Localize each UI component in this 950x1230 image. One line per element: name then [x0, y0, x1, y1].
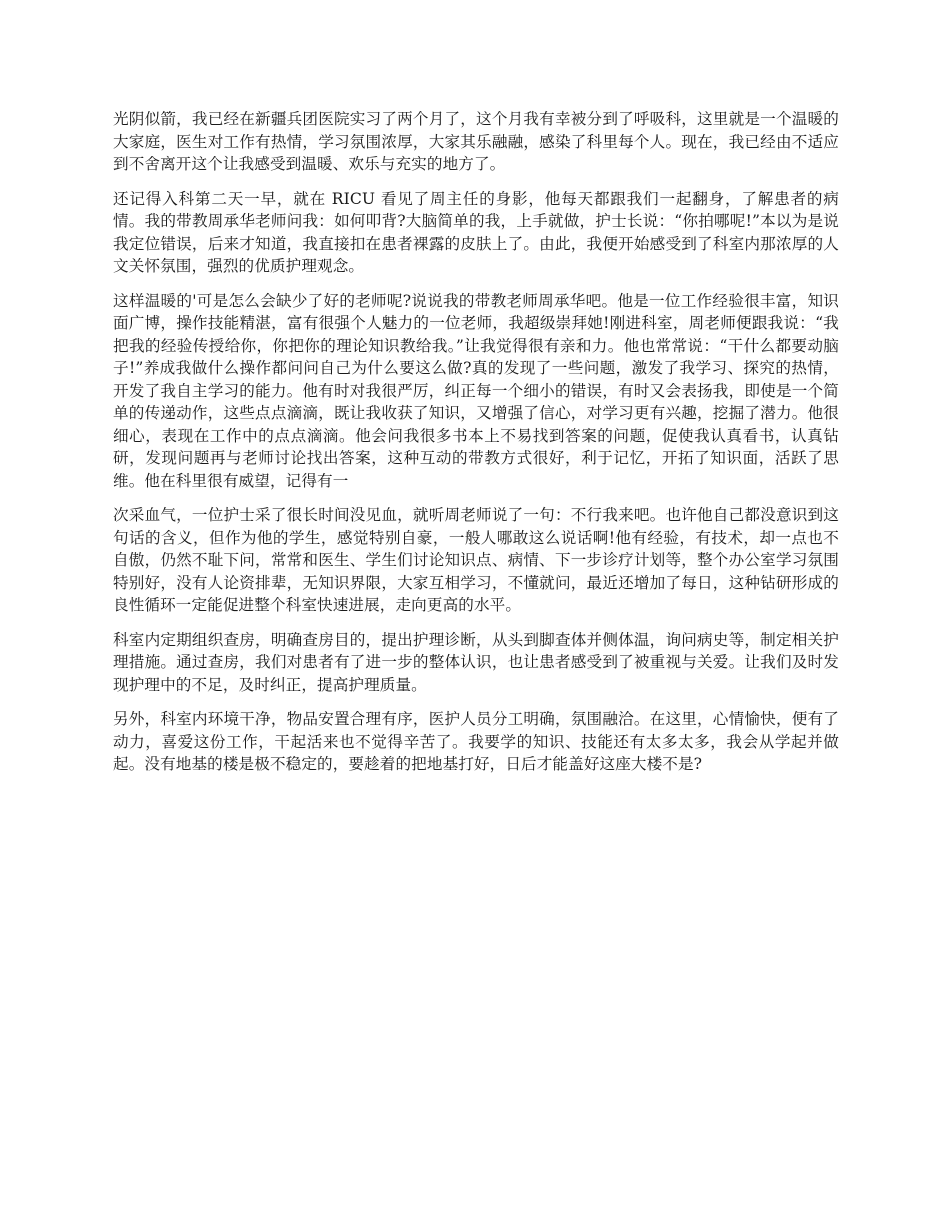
document-body: [113, 108, 839, 788]
paragraph-1: 光阴似箭，我已经在新疆兵团医院实习了两个月了，这个月我有幸被分到了呼吸科，这里就是一个温暖的大家庭，医生对工作有热情，学习氛围浓厚，大家其乐融融，感染了科里每个人。现在，我已经由不适应到不舍离开这个让我感受到温暖、欢乐与充实的地方了。: [113, 110, 839, 173]
paragraph-5: 科室内定期组织查房，明确查房目的，提出护理诊断，从头到脚查体并侧体温，询问病史等，制定相关护理措施。通过查房，我们对患者有了进一步的整体认识，也让患者感受到了被重视与关爱。让我们及时发现护理中的不足，及时纠正，提高护理质量。: [113, 630, 839, 694]
paragraph-2: 还记得入科第二天一早，就在 RICU 看见了周主任的身影，他每天都跟我们一起翻身，了解患者的病情。我的带教周承华老师问我：如何叩背?大脑简单的我，上手就做，护士长说：“你拍哪呢!”本以为是说我定位错误，后来才知道，我直接扣在患者裸露的皮肤上了。由此，我便开始感受到了科室内那浓厚的人文关怀氛围，强烈的优质护理观念。: [113, 189, 839, 275]
paragraph-4: 次采血气，一位护士采了很长时间没见血，就听周老师说了一句：不行我来吧。也许他自己都没意识到这句话的含义，但作为他的学生，感觉特别自豪，一般人哪敢这么说话啊!他有经验，有技术，却一点也不自傲，仍然不耻下问，常常和医生、学生们讨论知识点、病情、下一步诊疗计划等，整个办公室学习氛围特别好，没有人论资排辈，无知识界限，大家互相学习，不懂就问，最近还增加了每日，这种钻研形成的良性循环一定能促进整个科室快速进展，走向更高的水平。: [113, 506, 839, 614]
paragraph-3: 这样温暖的'可是怎么会缺少了好的老师呢?说说我的带教老师周承华吧。他是一位工作经验很丰富，知识面广博，操作技能精湛，富有很强个人魅力的一位老师，我超级崇拜她!刚进科室，周老师便跟我说：“我把我的经验传授给你，你把你的理论知识教给我。”让我觉得很有亲和力。他也常常说：“干什么都要动脑子!”养成我做什么操作都问问自己为什么要这么做?真的发现了一些问题，激发了我学习、探究的热情，开发了我自主学习的能力。他有时对我很严厉，纠正每一个细小的错误，有时又会表扬我，即使是一个简单的传递动作，这些点点滴滴，既让我收获了知识，又增强了信心，对学习更有兴趣，挖掘了潜力。他很细心，表现在工作中的点点滴滴。他会问我很多书本上不易找到答案的问题，促使我认真看书，认真钻研，发现问题再与老师讨论找出答案，这种互动的带教方式很好，利于记忆，开拓了知识面，活跃了思维。他在科里很有威望，记得有一: [113, 291, 839, 490]
paragraph-6: 另外，科室内环境干净，物品安置合理有序，医护人员分工明确，氛围融洽。在这里，心情愉快，便有了动力，喜爱这份工作，干起活来也不觉得辛苦了。我要学的知识、技能还有太多太多，我会从学起并做起。没有地基的楼是极不稳定的，要趁着的把地基打好，日后才能盖好这座大楼不是?: [113, 710, 839, 773]
